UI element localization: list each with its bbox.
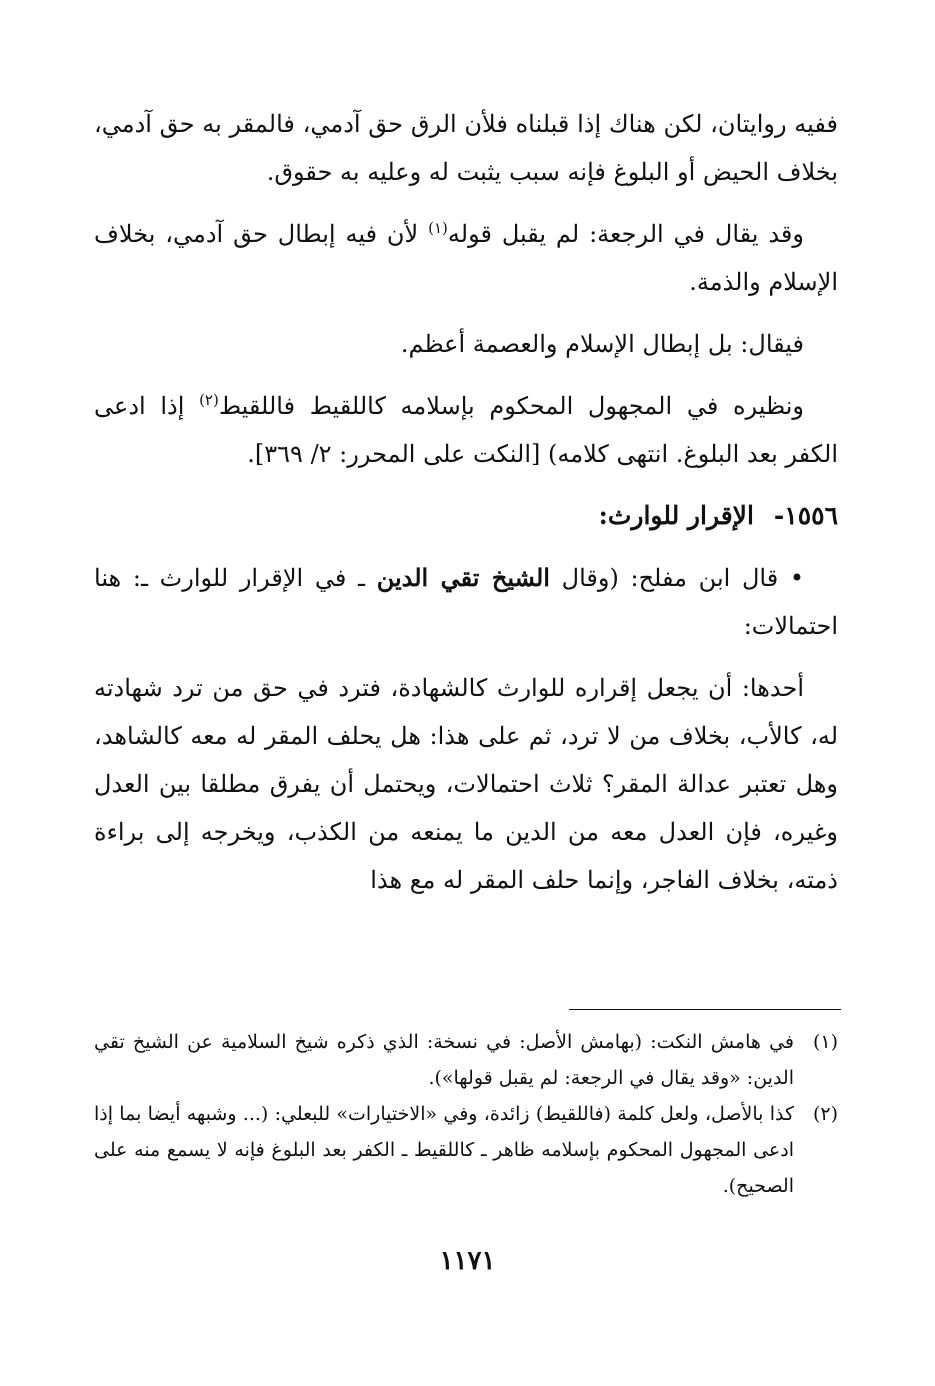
- paragraph-4-text-a: ونظيره في المجهول المحكوم بإسلامه كاللقيط فاللقيط: [218, 392, 804, 420]
- paragraph-2-text-b: لأن فيه إبطال حق آدمي، بخلاف الإسلام والذمة.: [94, 220, 838, 296]
- main-text: [94, 100, 838, 904]
- paragraph-5: [94, 554, 838, 650]
- paragraph-3: فيقال: بل إبطال الإسلام والعصمة أعظم.: [400, 330, 804, 358]
- footnotes: [94, 1024, 838, 1204]
- footnote-1-number: (١): [812, 1031, 838, 1053]
- paragraph-5-text-a: • قال ابن مفلح: (وقال: [549, 564, 805, 592]
- section-heading: [94, 492, 838, 540]
- footnote-1: [94, 1024, 838, 1096]
- page-number: ١١٧١: [439, 1246, 496, 1276]
- page-body: [94, 100, 838, 904]
- paragraph-4-text-b: إذا ادعى الكفر بعد البلوغ. انتهى كلامه) [النكت على المحرر: ٢/ ٣٦٩].: [94, 392, 838, 468]
- paragraph-6: أحدها: أن يجعل إقراره للوارث كالشهادة، فترد في حق من ترد شهادته له، كالأب، بخلاف من لا ترد، ثم على هذا: هل يحلف المقر له معه كالشاهد، وهل تعتبر عدالة المقر؟ ثلاث احتمالات، ويحتمل أن يفرق مطلقا بين العدل وغيره، فإن العدل معه من الدين ما يمنعه من الكذب، ويخرجه إلى براءة ذمته، بخلاف الفاجر، وإنما حلف المقر له مع هذا: [94, 674, 838, 894]
- footnote-2-number: (٢): [812, 1103, 838, 1125]
- section-title: الإقرار للوارث:: [598, 501, 754, 530]
- footnote-2: [94, 1096, 838, 1204]
- footnote-separator: [569, 1009, 841, 1010]
- footnote-ref-1[interactable]: (١): [428, 219, 448, 237]
- paragraph-4: [94, 382, 838, 478]
- paragraph-5-text-b: ـ في الإقرار للوارث ـ: هنا احتمالات:: [94, 564, 838, 640]
- footnote-ref-2[interactable]: (٢): [199, 391, 219, 409]
- sheikh-name: الشيخ تقي الدين: [376, 563, 550, 592]
- paragraph-2-text-a: وقد يقال في الرجعة: لم يقبل قوله: [447, 220, 804, 248]
- paragraph-2: [94, 210, 838, 306]
- footnote-2-text: كذا بالأصل، ولعل كلمة (فاللقيط) زائدة، وفي «الاختيارات» للبعلي: (... وشبهه أيضا بما إذا ادعى المجهول المحكوم بإسلامه ظاهر ـ كاللقيط ـ الكفر بعد البلوغ فإنه لا يسمع منه على الصحيح).: [94, 1103, 794, 1197]
- paragraph-1: ففيه روايتان، لكن هناك إذا قبلناه فلأن الرق حق آدمي، فالمقر به حق آدمي، بخلاف الحيض أو البلوغ فإنه سبب يثبت له وعليه به حقوق.: [94, 110, 838, 186]
- footnote-1-text: في هامش النكت: (بهامش الأصل: في نسخة: الذي ذكره شيخ السلامية عن الشيخ تقي الدين: «وقد يقال في الرجعة: لم يقبل قولها»).: [94, 1031, 794, 1089]
- section-number: ١٥٥٦-: [773, 501, 838, 530]
